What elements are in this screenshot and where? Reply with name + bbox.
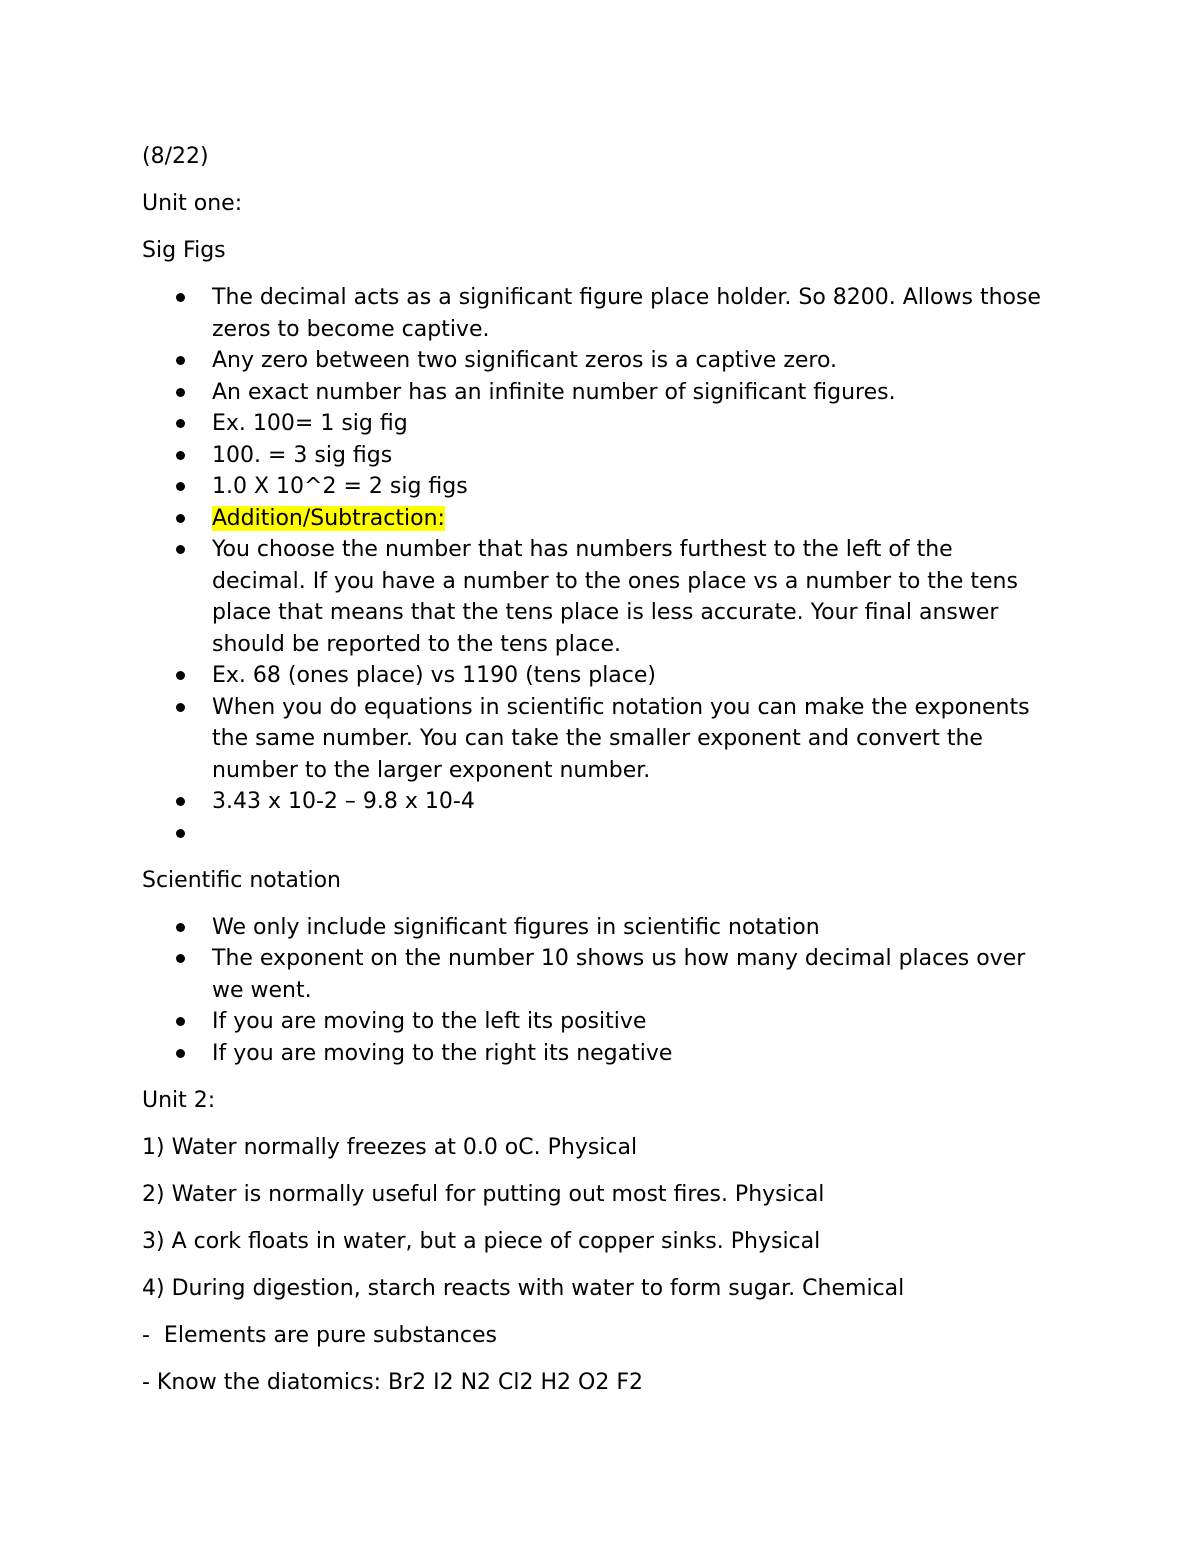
unit-two-line: 3) A cork floats in water, but a piece of copper sinks. Physical <box>142 1228 821 1254</box>
list-item-text: An exact number has an infinite number of significant figures. <box>212 379 896 405</box>
list-item-text: The decimal acts as a significant figure place holder. So 8200. Allows those zeros to become captive. <box>212 285 1041 342</box>
list-item <box>142 943 1042 1006</box>
list-item <box>142 692 1042 787</box>
list-item-text: The exponent on the number 10 shows us how many decimal places over we went. <box>212 946 1026 1003</box>
sig-figs-heading: Sig Figs <box>142 238 226 263</box>
list-item <box>142 471 1042 503</box>
bullet-icon <box>176 829 185 838</box>
list-item-text: Ex. 68 (ones place) vs 1190 (tens place) <box>212 663 657 688</box>
unit-two-line: - Know the diatomics: Br2 I2 N2 Cl2 H2 O2 F2 <box>142 1369 644 1395</box>
bullet-icon <box>176 671 185 680</box>
unit-two-line: - Elements are pure substances <box>142 1322 498 1348</box>
list-item-text: 100. = 3 sig figs <box>212 442 393 468</box>
list-item <box>142 408 1042 440</box>
unit-two-line: 4) During digestion, starch reacts with water to form sugar. Chemical <box>142 1275 905 1301</box>
list-item <box>142 534 1042 660</box>
list-item-text: 1.0 X 10^2 = 2 sig figs <box>212 474 468 499</box>
unit-two-heading: Unit 2: <box>142 1087 216 1113</box>
list-item-empty <box>142 818 1042 850</box>
list-item-text: 3.43 x 10-2 – 9.8 x 10-4 <box>212 789 475 814</box>
list-item-text: Any zero between two significant zeros is a captive zero. <box>212 348 838 373</box>
bullet-icon <box>176 419 185 428</box>
bullet-icon <box>176 482 185 491</box>
date-line: (8/22) <box>142 144 209 169</box>
document-body <box>142 141 1042 1414</box>
bullet-icon <box>176 954 185 963</box>
sig-figs-list <box>142 282 1042 849</box>
list-item <box>142 440 1042 472</box>
bullet-icon <box>176 1049 185 1058</box>
list-item <box>142 912 1042 944</box>
list-item-text: When you do equations in scientific notation you can make the exponents the same number. You can take the smaller exponent and convert the number to the larger exponent number. <box>212 694 1030 783</box>
list-item <box>142 1006 1042 1038</box>
list-item <box>142 345 1042 377</box>
bullet-icon <box>176 514 185 523</box>
list-item <box>142 503 1042 535</box>
bullet-icon <box>176 1017 185 1026</box>
list-item <box>142 377 1042 409</box>
bullet-icon <box>176 545 185 554</box>
bullet-icon <box>176 388 185 397</box>
list-item-text: If you are moving to the right its negative <box>212 1040 673 1066</box>
list-item-text: If you are moving to the left its positive <box>212 1009 647 1034</box>
list-item-text: Ex. 100= 1 sig fig <box>212 411 408 436</box>
unit-one-heading: Unit one: <box>142 191 243 216</box>
highlighted-heading-text: Addition/Subtraction: <box>212 505 445 531</box>
bullet-icon <box>176 797 185 806</box>
scientific-notation-heading: Scientific notation <box>142 867 341 893</box>
list-item-text: You choose the number that has numbers furthest to the left of the decimal. If you have a number to the ones place vs a number to the tens place that means that the tens place is less accurate. Your final answer should be reported to the tens place. <box>212 537 1018 657</box>
bullet-icon <box>176 356 185 365</box>
bullet-icon <box>176 451 185 460</box>
list-item <box>142 660 1042 692</box>
scientific-notation-list <box>142 912 1042 1070</box>
unit-two-line: 1) Water normally freezes at 0.0 oC. Physical <box>142 1134 638 1160</box>
list-item <box>142 786 1042 818</box>
unit-two-line: 2) Water is normally useful for putting out most fires. Physical <box>142 1181 825 1207</box>
bullet-icon <box>176 703 185 712</box>
bullet-icon <box>176 293 185 302</box>
list-item <box>142 1038 1042 1070</box>
bullet-icon <box>176 923 185 932</box>
list-item-text: We only include significant figures in scientific notation <box>212 914 820 940</box>
list-item <box>142 282 1042 345</box>
